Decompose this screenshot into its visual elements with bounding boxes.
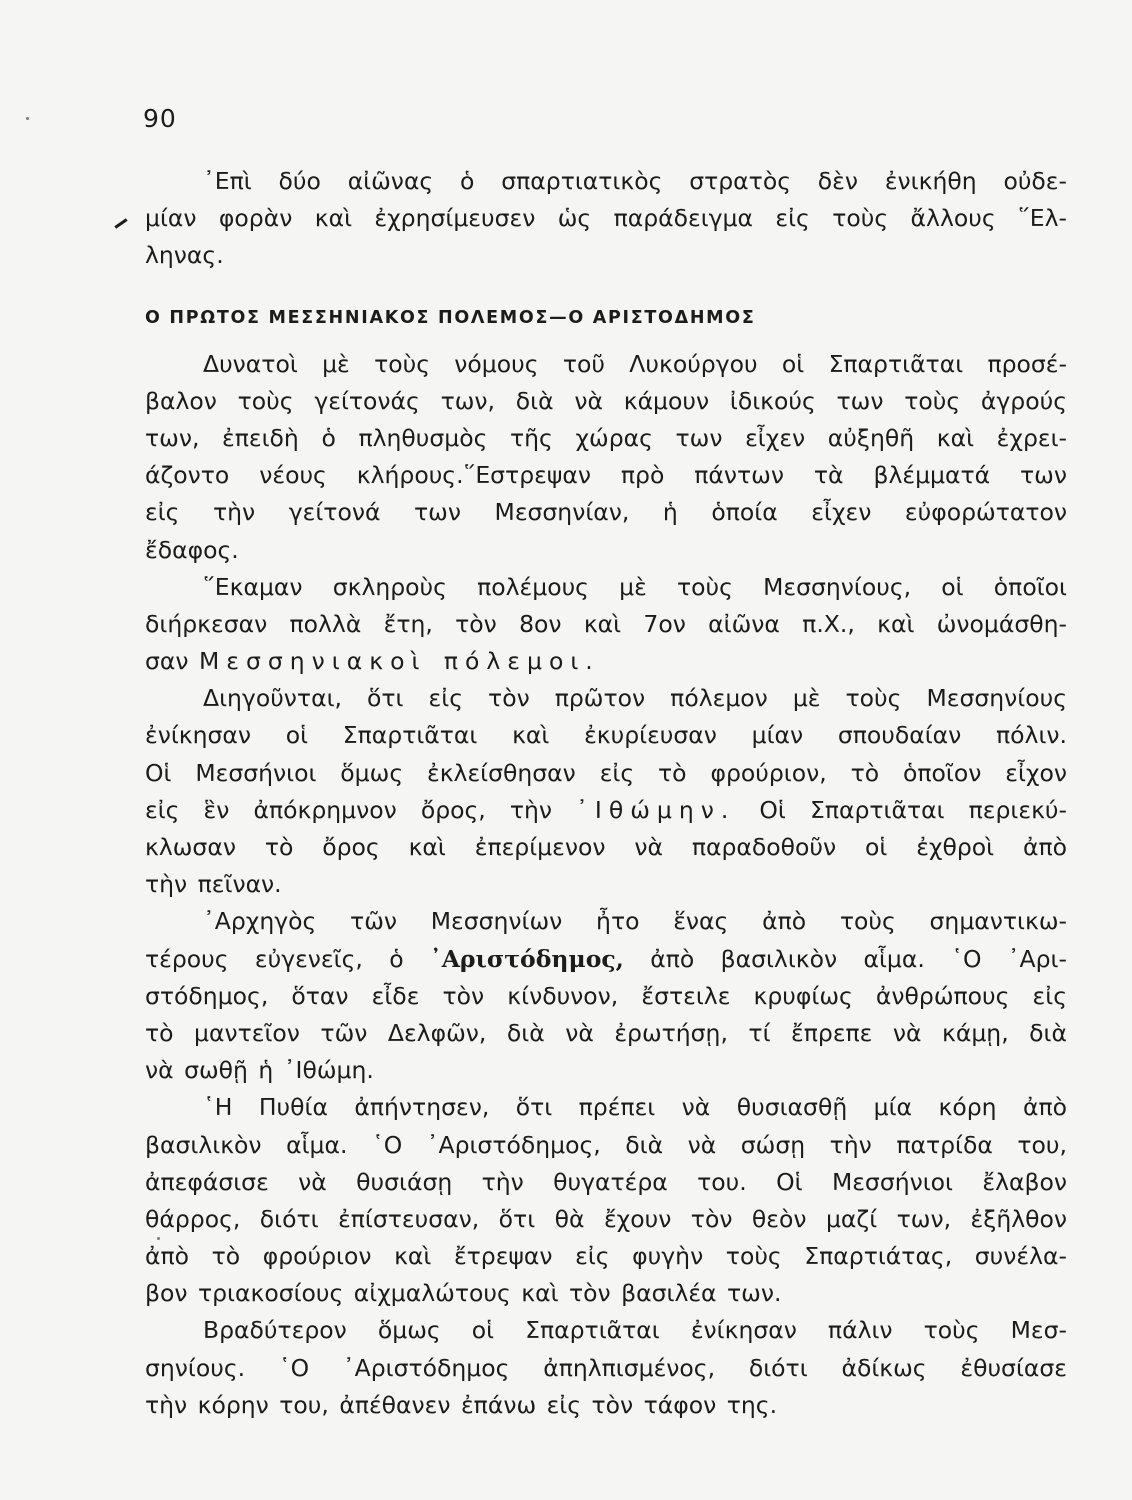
text-line: Διηγοῦνται, ὅτι εἰς τὸν πρῶτον πόλεμον μὲ τοὺς Μεσσηνίους	[203, 684, 1067, 713]
text-line: στόδημος, ὅταν εἶδε τὸν κίνδυνον, ἔστειλε κρυφίως ἀνθρώπους εἰς	[145, 981, 1067, 1010]
text-line: εἰς τὴν γείτονά των Μεσσηνίαν, ἡ ὁποία εἶχεν εὐφορώτατον	[145, 498, 1067, 527]
text-line: ῞Εκαμαν σκληροὺς πολέμους μὲ τοὺς Μεσσηνίους, οἱ ὁποῖοι	[203, 572, 1067, 601]
text-line: ἀπὸ τὸ φρούριον καὶ ἔτρεψαν εἰς φυγὴν τοὺς Σπαρτιάτας, συνέλα-	[145, 1242, 1067, 1271]
text-line: τὴν πεῖναν.	[145, 870, 282, 899]
text-run: σαν	[145, 647, 199, 676]
text-line: Οἱ Μεσσήνιοι ὅμως ἐκλείσθησαν εἰς τὸ φρούριον, τὸ ὁποῖον εἶχον	[145, 758, 1067, 787]
text-line: ᾽Αρχηγὸς τῶν Μεσσηνίων ἦτο ἕνας ἀπὸ τοὺς σημαντικω-	[203, 907, 1067, 936]
margin-pencil-mark	[114, 218, 127, 228]
paper-speck	[26, 117, 29, 120]
text-line: βαλον τοὺς γείτονάς των, διὰ νὰ κάμουν ἰδικούς των τοὺς ἀγρούς	[145, 386, 1067, 415]
body-text	[145, 163, 1067, 1424]
text-line: ῾Η Πυθία ἀπήντησεν, ὅτι πρέπει νὰ θυσιασθῇ μία κόρη ἀπὸ	[203, 1093, 1067, 1122]
section-heading: Ο ΠΡΩΤΟΣ ΜΕΣΣΗΝΙΑΚΟΣ ΠΟΛΕΜΟΣ—Ο ΑΡΙΣΤΟΔΗΜΟΣ	[145, 307, 756, 328]
text-line: κλωσαν τὸ ὄρος καὶ ἐπερίμενον νὰ παραδοθοῦν οἱ ἐχθροὶ ἀπὸ	[145, 833, 1067, 861]
text-run: Οἱ Σπαρτιᾶται περιεκύ-	[735, 795, 1068, 824]
text-line	[145, 792, 1067, 829]
page-number: 90	[143, 104, 177, 133]
text-line: ᾽Επὶ δύο αἰῶνας ὁ σπαρτιατικὸς στρατὸς δὲν ἐνικήθη οὐδε-	[203, 167, 1067, 195]
spaced-term: ᾽Ιθώμην.	[576, 795, 736, 824]
text-line: άζοντο νέους κλήρους.῞Εστρεψαν πρὸ πάντων τὰ βλέμματά των	[145, 461, 1067, 490]
spaced-term: Μεσσηνιακοὶ πόλεμοι.	[198, 647, 600, 676]
text-run: ἀπὸ βασιλικὸν αἷμα. ῾Ο ᾽Αρι-	[623, 944, 1067, 973]
text-run: εἰς ἓν ἀπόκρημνον ὄρος, τὴν	[145, 795, 577, 824]
text-line: Βραδύτερον ὅμως οἱ Σπαρτιᾶται ἐνίκησαν πάλιν τοὺς Μεσ-	[203, 1316, 1067, 1345]
text-line: Δυνατοὶ μὲ τοὺς νόμους τοῦ Λυκούργου οἱ Σπαρτιᾶται προσέ-	[203, 349, 1067, 378]
text-line: ληνας.	[145, 241, 224, 270]
text-line: των, ἐπειδὴ ὁ πληθυσμὸς τῆς χώρας των εἶχεν αὐξηθῆ καὶ ἐχρει-	[145, 423, 1067, 452]
text-line: σηνίους. ῾Ο ᾽Αριστόδημος ἀπηλπισμένος, διότι ἀδίκως ἐθυσίασε	[145, 1353, 1067, 1382]
text-run: τέρους εὐγενεῖς, ὁ	[145, 944, 430, 973]
text-line: βον τριακοσίους αἰχμαλώτους καὶ τὸν βασιλέα των.	[145, 1279, 782, 1308]
text-line: θάρρος, διότι ἐπίστευσαν, ὅτι θὰ ἔχουν τὸν θεὸν μαζί των, ἐξῆλθον	[145, 1204, 1067, 1233]
text-line: βασιλικὸν αἷμα. ῾Ο ᾽Αριστόδημος, διὰ νὰ σώσῃ τὴν πατρίδα του,	[145, 1130, 1067, 1159]
text-line: ἐνίκησαν οἱ Σπαρτιᾶται καὶ ἐκυρίευσαν μίαν σπουδαίαν πόλιν.	[145, 721, 1067, 750]
text-line: μίαν φορὰν καὶ ἐχρησίμευσεν ὡς παράδειγμα εἰς τοὺς ἄλλους ῞Ελ-	[145, 204, 1067, 233]
text-line: ἀπεφάσισε νὰ θυσιάσῃ τὴν θυγατέρα του. Οἱ Μεσσήνιοι ἔλαβον	[145, 1167, 1067, 1196]
text-line: διήρκεσαν πολλὰ ἔτη, τὸν 8ον καὶ 7ον αἰῶνα π.Χ., καὶ ὠνομάσθη-	[145, 609, 1067, 638]
text-line	[145, 643, 1067, 680]
bold-name: ᾽Αριστόδημος,	[429, 944, 624, 973]
text-line: νὰ σωθῇ ἡ ᾽Ιθώμη.	[145, 1056, 374, 1085]
text-line	[145, 941, 1067, 978]
text-line: τὴν κόρην του, ἀπέθανεν ἐπάνω εἰς τὸν τάφον της.	[145, 1390, 778, 1419]
text-line: ἔδαφος.	[145, 535, 239, 564]
text-line: τὸ μαντεῖον τῶν Δελφῶν, διὰ νὰ ἐρωτήσῃ, τί ἔπρεπε νὰ κάμῃ, διὰ	[145, 1018, 1067, 1047]
